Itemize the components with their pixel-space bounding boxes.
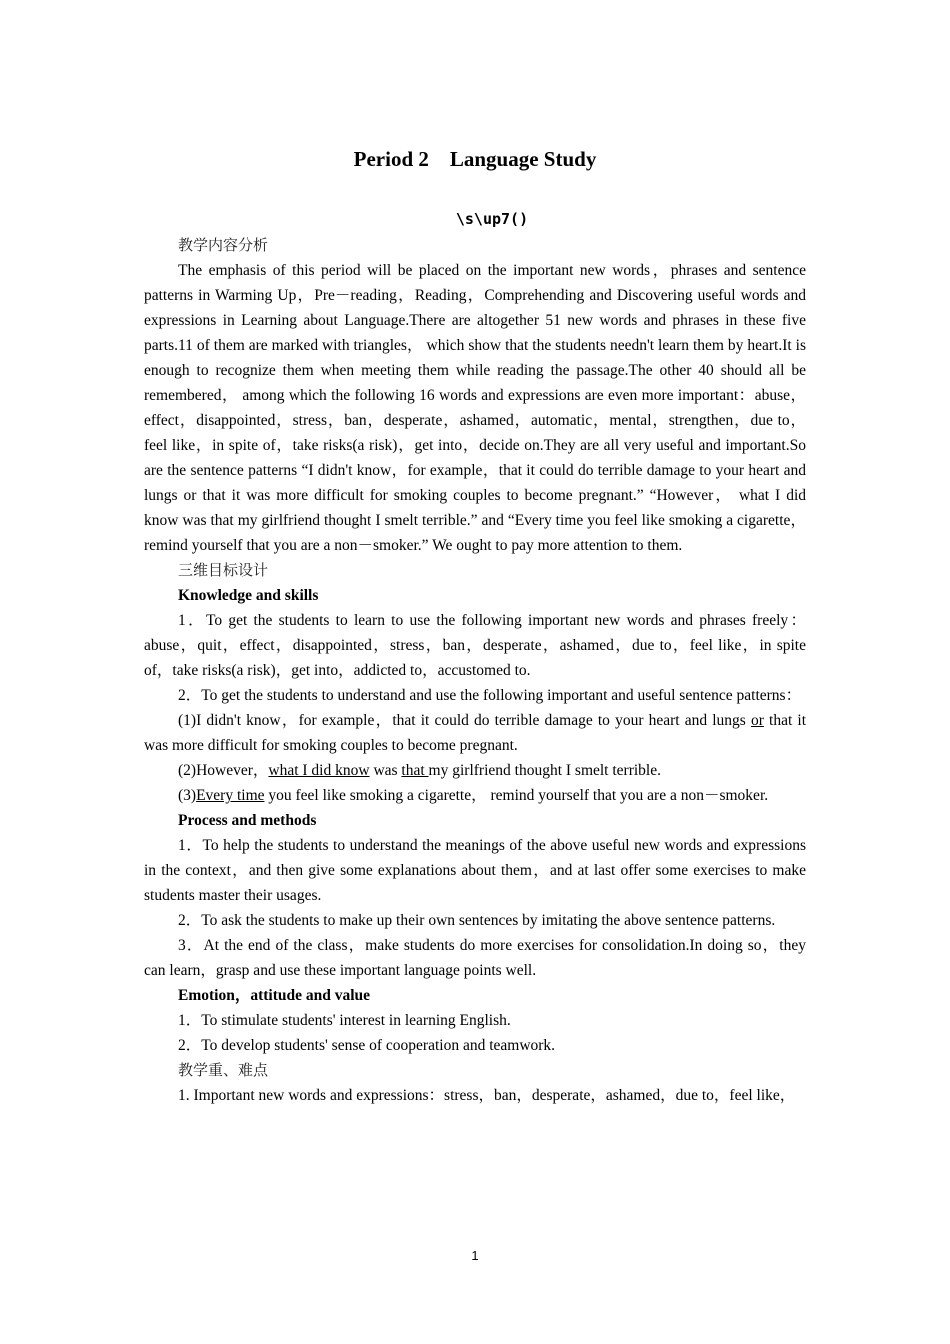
page-number: 1	[471, 1248, 479, 1263]
knowledge-item-1: 1．To get the students to learn to use the following important new words and phrases freely：abuse，quit，effect，disappointed，stress，ban，desperate，ashamed，due to，feel like，in spite of，take risks(a risk)，get into，addicted to，accustomed to.	[144, 612, 806, 679]
section-heading-key-points: 教学重、难点	[178, 1061, 269, 1079]
sentence-pattern-2: (2)However，what I did know was that my girlfriend thought I smelt terrible.	[178, 762, 661, 779]
key-point-item-1: 1. Important new words and expressions：stress，ban，desperate，ashamed，due to，feel like，	[178, 1087, 796, 1104]
emotion-item-1: 1．To stimulate students' interest in learning English.	[178, 1012, 511, 1029]
page-title: Period 2 Language Study	[353, 147, 597, 171]
process-item-1: 1．To help the students to understand the meanings of the above useful new words and expressions in the context，and then give some explanations about them，and at last offer some exercises to make students master their usages.	[144, 837, 806, 904]
sentence-pattern-1: (1)I didn't know，for example，that it could do terrible damage to your heart and lungs or that it was more difficult for smoking couples to become pregnant.	[144, 712, 806, 754]
field-code: \s\up7()	[455, 210, 529, 228]
subheading-emotion: Emotion，attitude and value	[178, 987, 371, 1004]
section-heading-objectives: 三维目标设计	[178, 561, 269, 579]
document-body	[144, 233, 806, 1108]
sentence-pattern-3: (3)Every time you feel like smoking a cigarette， remind yourself that you are a non－smoker.	[178, 787, 769, 804]
process-item-2: 2．To ask the students to make up their own sentences by imitating the above sentence patterns.	[178, 912, 776, 929]
intro-paragraph: The emphasis of this period will be placed on the important new words，phrases and sentence patterns in Warming Up，Pre－reading，Reading，Comprehending and Discovering useful words and expressions in Learning about Language.There are altogether 51 new words and phrases in these five parts.11 of them are marked with triangles， which show that the students needn't learn them by heart.It is enough to recognize them when meeting them while reading the passage.The other 40 should all be remembered， among which the following 16 words and expressions are even more important：abuse，effect，disappointed，stress，ban，desperate，ashamed，automatic，mental，strengthen，due to，feel like，in spite of，take risks(a risk)，get into，decide on.They are all very useful and important.So are the sentence patterns “I didn't know，for example，that it could do terrible damage to your heart and lungs or that it was more difficult for smoking couples to become pregnant.” “However， what I did know was that my girlfriend thought I smelt terrible.” and “Every time you feel like smoking a cigarette，remind yourself that you are a non－smoker.” We ought to pay more attention to them.	[144, 262, 806, 554]
knowledge-item-2: 2．To get the students to understand and use the following important and useful sentence patterns：	[178, 687, 802, 704]
process-item-3: 3．At the end of the class，make students do more exercises for consolidation.In doing so，they can learn，grasp and use these important language points well.	[144, 937, 806, 979]
section-heading-analysis: 教学内容分析	[178, 236, 269, 254]
subheading-knowledge: Knowledge and skills	[178, 587, 319, 604]
emotion-item-2: 2．To develop students' sense of cooperation and teamwork.	[178, 1037, 556, 1054]
subheading-process: Process and methods	[178, 812, 317, 829]
